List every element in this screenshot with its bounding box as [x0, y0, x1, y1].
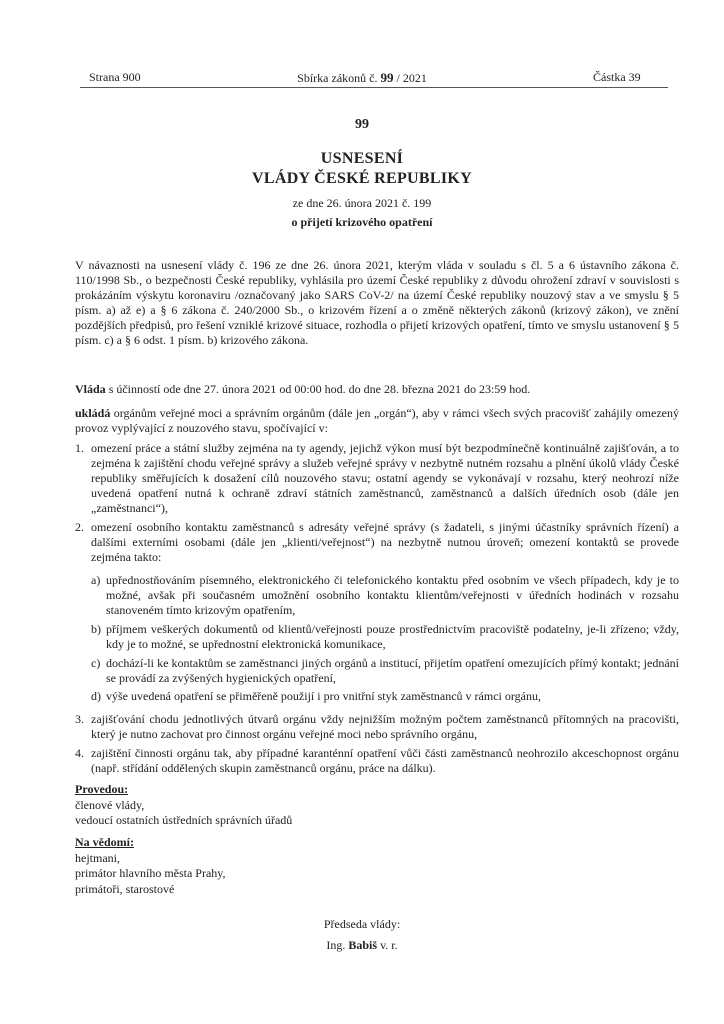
page-number: Strana 900: [89, 70, 141, 84]
government-label: Vláda: [75, 382, 106, 396]
part-number: Částka 39: [593, 70, 641, 84]
item-text: omezení práce a státní služby zejména na ty agendy, jejichž výkon musí být bezpodmínečně kontinuálně zajišťován, a to zejména k zajištění chodu veřejné správy a služeb veřejné správy v nezbytně nutném rozsahu a plnění úkolů vlády České republiky směřujících k dosažení cílů nouzového stavu; ostatní agendy se vykonávají v rozsahu, který neohrozí níže uvedená opatření nutná k ochraně zdraví státních zaměstnanců, zaměstnanců a dalších úředních osob (dále jen „zaměstnanci“),: [91, 441, 679, 515]
subitem-letter: b): [91, 622, 101, 636]
title-line-1: USNESENÍ: [320, 150, 404, 167]
recipients-heading: [75, 835, 134, 850]
subitem-text: výše uvedená opatření se přiměřeně použijí i pro vnitřní styk zaměstnanců v rámci orgánu,: [106, 689, 541, 703]
collection-year: / 2021: [396, 71, 427, 85]
subitem-letter: a): [91, 573, 101, 587]
executor-item: vedoucí ostatních ústředních správních úřadů: [75, 813, 293, 827]
item-number: 1.: [75, 441, 84, 455]
executor-item: členové vlády,: [75, 798, 145, 812]
government-effect: s účinností ode dne 27. února 2021 od 00:00 hod. do dne 28. března 2021 do 23:59 hod.: [108, 382, 531, 396]
orders-label: ukládá: [75, 406, 111, 420]
signature-title: Ing.: [326, 938, 346, 952]
item-number: 4.: [75, 746, 84, 760]
recipient-item: primátor hlavního města Prahy,: [75, 866, 226, 880]
item-number: 3.: [75, 712, 84, 726]
executors-heading: [75, 782, 128, 797]
subitem-letter: c): [91, 656, 101, 670]
signature-suffix: v. r.: [380, 938, 398, 952]
government-line: [75, 382, 530, 397]
recipients-heading-label: Na vědomí:: [75, 835, 134, 849]
signature-name: Babiš: [348, 938, 378, 952]
subitem-text: dochází-li ke kontaktům se zaměstnanci jiných orgánů a institucí, přijetím opatření omezujících přímý kontakt; jednání se provádí za zvýšených hygienických opatření,: [106, 656, 679, 685]
item-text: zajištění činnosti orgánu tak, aby případné karanténní opatření vůči části zaměstnanců neohrozilo akceschopnost orgánu (např. střídání oddělených skupin zaměstnanců orgánu, práce na dálku).: [91, 746, 679, 775]
subitem-letter: d): [91, 689, 101, 703]
title-line-2: VLÁDY ČESKÉ REPUBLIKY: [252, 170, 472, 187]
orders-text: orgánům veřejné moci a správním orgánům (dále jen „orgán“), aby v rámci všech svých pracovišť zahájily omezený provoz vyplývající z nouzového stavu, spočívající v:: [75, 406, 679, 435]
subitem-text: upřednostňováním písemného, elektronického či telefonického kontaktu před osobním ve všech případech, kdy je to možné, avšak při současném umožnění osobního kontaktu klientům/veřejnosti v úředních hodinách v rozsahu stanoveném tímto krizovým opatřením,: [106, 573, 679, 617]
date-line: ze dne 26. února 2021 č. 199: [292, 196, 432, 210]
item-number: 2.: [75, 520, 84, 534]
item-text: omezení osobního kontaktu zaměstnanců s adresáty veřejné správy (s žadateli, s jinými účastníky správních řízení) a dalšími externími osobami (dále jen „klienti/veřejnost“) na nezbytně nutnou úroveň; omezení kontaktů se provede zejména takto:: [91, 520, 679, 564]
collection-prefix: Sbírka zákonů č.: [297, 71, 378, 85]
subject-line: o přijetí krizového opatření: [291, 215, 433, 229]
executors-heading-label: Provedou:: [75, 782, 129, 796]
subitem-text: příjmem veškerých dokumentů od klientů/veřejnosti pouze prostřednictvím pracoviště podatelny, je-li zřízeno; vždy, kdy je to možné, se upřednostní elektronická komunikace,: [106, 622, 679, 651]
recipient-item: primátoři, starostové: [75, 882, 175, 896]
orders-paragraph: [75, 406, 679, 436]
document-number: 99: [355, 117, 369, 132]
recipient-item: hejtmani,: [75, 851, 120, 865]
collection-number: 99: [380, 70, 394, 85]
header-rule: [80, 87, 668, 88]
item-text: zajišťování chodu jednotlivých útvarů orgánu vždy nejnižším možným počtem zaměstnanců přítomných na pracovišti, který je nutno zachovat pro činnost orgánu veřejné moci nebo správního orgánu,: [91, 712, 679, 741]
signature-line: [0, 938, 724, 953]
signature-role: Předseda vlády:: [323, 917, 401, 931]
intro-paragraph: V návaznosti na usnesení vlády č. 196 ze dne 26. února 2021, kterým vláda v souladu s čl. 5 a 6 ústavního zákona č. 110/1998 Sb., o bezpečnosti České republiky, vyhlásila pro území České republiky z důvodu ohrožení zdraví v souvislosti s prokázáním výskytu koronaviru /označovaný jako SARS CoV-2/ na území České republiky nouzový stav a ve smyslu § 5 písm. a) až e) a § 6 zákona č. 240/2000 Sb., o krizovém řízení a o změně některých zákonů (krizový zákon), ve znění pozdějších předpisů, pro řešení vzniklé krizové situace, rozhodla o přijetí krizových opatření, tímto ve smyslu ustanovení § 5 písm. c) a § 6 odst. 1 písm. b) krizového zákona.: [75, 258, 679, 347]
